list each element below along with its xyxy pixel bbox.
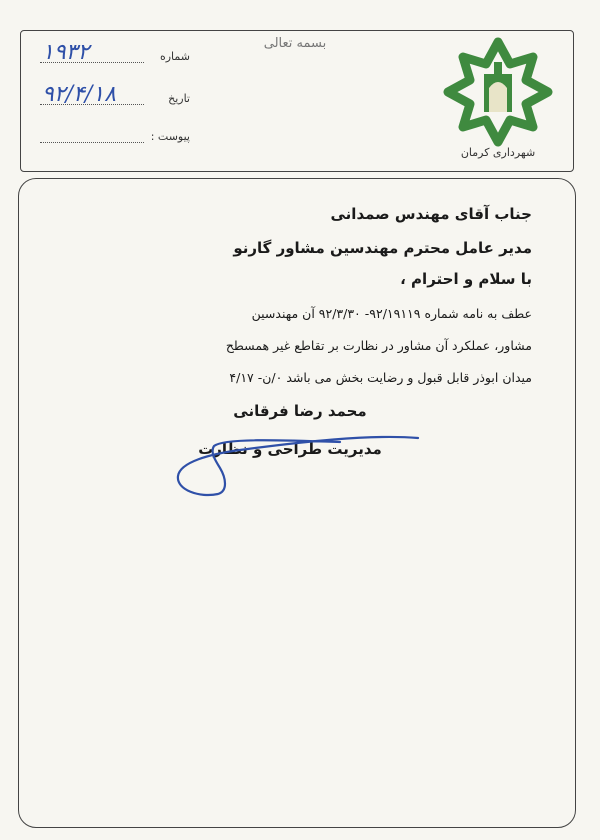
recipient-title-line: مدیر عامل محترم مهندسین مشاور گارنو xyxy=(233,239,532,257)
date-row xyxy=(40,82,190,112)
attachment-dotted-line xyxy=(40,142,144,143)
date-label: تاریخ xyxy=(168,92,190,105)
body-line-3: میدان ابوذر قابل قبول و رضایت بخش می باشد ۰/ن- ۴/۱۷ xyxy=(229,370,532,385)
body-line-1: عطف به نامه شماره ۹۲/۱۹۱۱۹- ۹۲/۳/۳۰ آن مهندسین xyxy=(251,306,532,321)
recipient-line: جناب آقای مهندس صمدانی xyxy=(330,205,532,223)
number-handwritten: ۱۹۳۲ xyxy=(42,40,90,65)
signer-name: محمد رضا فرقانی xyxy=(233,402,367,420)
number-label: شماره xyxy=(159,50,190,63)
attachment-row xyxy=(40,128,190,150)
basmala-heading: بسمه تعالی xyxy=(263,36,327,51)
body-line-2: مشاور، عملکرد آن مشاور در نظارت بر تقاطع غیر همسطح xyxy=(225,338,532,353)
attachment-label: پیوست : xyxy=(150,130,190,143)
signature-icon xyxy=(170,428,430,508)
greeting-line: با سلام و احترام ، xyxy=(400,270,532,288)
org-name-caption: شهرداری کرمان xyxy=(460,146,536,159)
number-row xyxy=(40,40,190,70)
signer-unit: مدیریت طراحی و نظارت xyxy=(198,440,382,458)
date-handwritten: ۹۲/۴/۱۸ xyxy=(42,82,116,107)
